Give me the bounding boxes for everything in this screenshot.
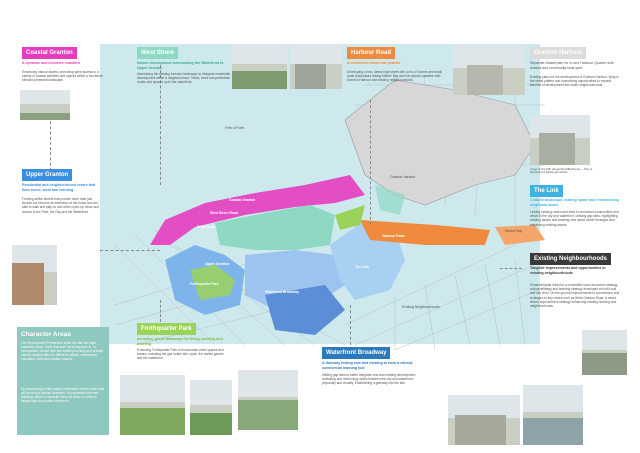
leader-line [100, 250, 160, 251]
forthquarter-park-body: Extending Forthquarter Park to incorporate urban spaces and breaks, including the gas holder site, cycle, the walled garden and the waterfront. [137, 348, 224, 361]
granton-harbour-body: Existing plans for the development of Granton Harbour, tying in the street pattern and maximising opportunities to expand benefits of development into wider neighbourhoods. [530, 75, 619, 88]
map-label-west-shore: West Shore [197, 225, 216, 229]
harbour-road-body: Developing a new, dense high street with a mix of homes and small scale businesses linking Marine Bay and the natural coastline with Granton Harbour and existing neighbourhoods. [347, 70, 442, 83]
coastal-granton-body: Enhancing natural assets, promoting open access to a variety of coastal activities and spaces within a functional blended protected landscape. [22, 70, 103, 83]
granton-harbour-caption: Image of The Fifth Hangar/Shed/Boathouse — Plan of Development Edinburgh Harbour [530, 168, 593, 175]
forthquarter-park-photo-2 [190, 380, 232, 435]
granton-harbour-photo [453, 45, 525, 95]
upper-granton-photo [12, 245, 57, 305]
granton-harbour-render [530, 115, 590, 165]
leader-line [160, 300, 161, 322]
west-shore-title: West Shore [137, 47, 178, 59]
west-shore-body: Maximising the existing forested landscape to integrate residential development within a neighbourhood. Views, trees and pedestrian routes and spaces up to the waterfront. [137, 72, 231, 85]
waterfront-broadway-subtitle: A Gateway linking new and existing to form a vibrant, commercial learning hub [322, 361, 414, 370]
waterfront-broadway-photo [448, 395, 520, 445]
character-areas-text-2: By responding to their unique immediate context each area will develop a distinct character. It is expected that new buildings within a character area will share a common design style to provide coherence. [21, 387, 105, 404]
map-label-upper-granton: Upper Granton [205, 262, 229, 266]
the-link-body: Linking existing routes and sites to reconnect communities and views to the city and waterfront, utilising gap sites, highlighting existing assets and creating new active street frontages and enhancing existing assets. [530, 210, 619, 227]
granton-harbour-subtitle: Separate Masterplan for a new Harbour Quarter with marina and community boat yard. [530, 61, 614, 70]
map-label-the-link: The Link [355, 265, 369, 269]
harbour-road-title: Harbour Road [347, 47, 395, 59]
waterfront-broadway-photo-2 [523, 385, 583, 445]
marine-bay-area [495, 225, 545, 245]
coastal-granton-subtitle: A dynamic and inclusive coastline [22, 61, 81, 65]
harbour-road-photo [290, 44, 342, 89]
map-label-existing-neighbourhoods: Existing Neighbourhoods [402, 305, 440, 309]
west-shore-photo [232, 44, 287, 89]
forthquarter-park-title: Forthquarter Park [137, 323, 196, 335]
upper-granton-subtitle: Residential and neighbourhood centre that lives home, work and learning. [22, 183, 96, 192]
map-label-harbour-road: Harbour Road [382, 234, 405, 238]
forthquarter-park-photo-3 [238, 370, 298, 430]
the-link-subtitle: Cultural landscape, making space and reconnecting neighbourhoods [530, 198, 619, 207]
existing-neighbourhoods-title: Existing Neighbourhoods [530, 253, 611, 265]
the-link-title: The Link [530, 185, 563, 197]
leader-line [500, 268, 522, 269]
map-label-waterfront-broadway: Waterfront Broadway [265, 290, 300, 294]
map-label-forthquarter-park: Forthquarter Park [190, 282, 219, 286]
map-label-coastal-granton: Coastal Granton [229, 198, 256, 202]
west-shore-subtitle: Nature development surrounding the Waterfront to Upper Granton [137, 61, 224, 70]
map-label-granton-harbour: Granton Harbour [390, 175, 416, 179]
upper-granton-body: Forming active streets that provide more than just access but become an extension of the home and are safe to walk and play on and which open up views and access to the Park, the City and the Waterfront. [22, 197, 99, 214]
leader-line [50, 116, 51, 176]
map-label-marine-bay: Marine Bay [505, 229, 523, 233]
granton-harbour-area [345, 80, 535, 205]
upper-granton-title: Upper Granton [22, 169, 72, 181]
forthquarter-park-photo [120, 375, 185, 435]
character-areas-title: Character Areas [21, 331, 71, 338]
harbour-road-subtitle: A connected mixed use quarter [347, 61, 401, 65]
waterfront-broadway-title: Waterfront Broadway [322, 347, 390, 359]
map-label-west-shore-road: West Shore Road [210, 211, 239, 215]
waterfront-broadway-body: Infilling gap sites to better integrate new and existing development. Activating and reinforcing routes between the city and waterfront, physically and visually. Establishing a gateway into the site. [322, 373, 417, 386]
coastal-granton-title: Coastal Granton [22, 47, 77, 59]
existing-neighbourhoods-body: Enhancements linked to a committed socio-economic strategy, culture strategy and learning strategy developed at both local and city level. On the ground improvements to connections and frontages to key routes such as West Granton Road. A mixed tenure improvement strategy enhancing existing housing and neighbourhoods. [530, 283, 620, 309]
character-areas-text-1: The Development Framework splits the site into eight character areas. Each character area responds to, or incorporates, dense new and existing housing and provide various opportunities for different cultural, commercial, education, work and outdoor spaces. [21, 341, 104, 362]
existing-neighbourhoods-photo [582, 330, 627, 375]
coastal-granton-photo [20, 90, 70, 120]
forthquarter-park-subtitle: An active, green landscape for living, working and learning. [137, 337, 223, 346]
leader-line [370, 100, 371, 225]
granton-harbour-title: Granton Harbour [530, 47, 586, 59]
leader-line [350, 305, 351, 345]
existing-neighbourhoods-subtitle: Tangible improvements and opportunities in existing neighbourhoods [530, 266, 606, 275]
character-areas-panel [17, 327, 109, 435]
map-label-firth-of-forth: Firth of Forth [225, 126, 245, 130]
